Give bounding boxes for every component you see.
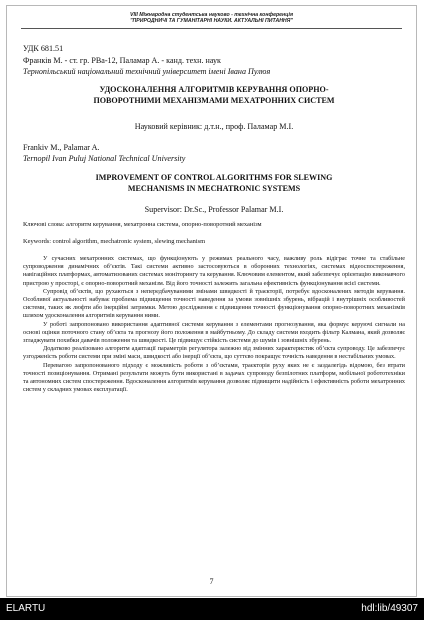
affiliation-uk: Тернопільський національний технічний університет імені Івана Пулюя	[23, 67, 271, 76]
body-paragraph: Супровід об’єктів, що рухаються з непередбачуваними змінами швидкості й траєкторії, потребує вдосконалених методів керування. Особливої актуальності набуває проблема підвищення точності наведення за умови зовнішніх збурень, вібрацій і внутрішніх особливостей системи, таких як люфти або інерційні затримки. Метою дослідження є підвищення точності функціонування опорно-поворотних механізмів шляхом удосконалення алгоритмів керування ними.	[23, 287, 405, 320]
keywords-en: Keywords: control algorithm, mechatronic system, slewing mechanism	[23, 238, 206, 245]
supervisor-uk: Науковий керівник: д.т.н., проф. Паламар М.І.	[134, 122, 294, 131]
conference-header-line1: VIII Міжнародна студентська науково - технічна конференція	[130, 12, 293, 18]
body-paragraph: У роботі запропоновано використання адаптивної системи керування з елементами прогнозування, яка формує керуючі сигнали на основі оцінки поточного стану об’єкта та прогнозу його положення в майбутньому. До складу системи входить фільтр Калмана, який дозволяє згладжувати похибки давачів положення та швидкості. Це підвищує стійкість системи до шумів і зовнішніх збурень.	[23, 320, 405, 345]
body-paragraph: Додатково реалізовано алгоритм адаптації параметрів регулятора залежно від змінних характеристик об’єкта супроводу. Це забезпечує узгодженість роботи системи при зміні маси, швидкості або інерції об’єкта, що суттєво покращує точність наведення в нестабільних умовах.	[23, 345, 405, 361]
conference-header-line2: "ПРИРОДНИЧІ ТА ГУМАНІТАРНІ НАУКИ. АКТУАЛЬНІ ПИТАННЯ"	[130, 18, 293, 25]
keywords-uk: Ключові слова: алгоритм керування, мехатронна система, опорно-поворотний механізм	[23, 221, 262, 228]
page-number: 7	[209, 577, 214, 586]
footer-bar	[0, 598, 424, 620]
body-paragraph: Перевагою запропонованого підходу є можливість роботи з об’єктами, траєкторія руху яких не є заздалегідь відомою, без втрати точності позиціонування. Отримані результати можуть бути використані в задачах супроводу безпілотних платформ, мобільної робототехніки та автономних систем спостереження. Вдосконалення алгоритмів керування дозволяє підвищити надійність і ефективність роботи мехатронних систем у складних умовах експлуатації.	[23, 361, 405, 394]
footer-repository-label: ELARTU	[6, 603, 46, 614]
article-body	[23, 255, 405, 394]
title-en-line1: IMPROVEMENT OF CONTROL ALGORITHMS FOR SLEWING	[95, 173, 333, 182]
authors-uk: Франків М. - ст. гр. РВа-12, Паламар А. - канд. техн. наук	[23, 56, 221, 65]
title-uk-line1: УДОСКОНАЛЕННЯ АЛГОРИТМІВ КЕРУВАННЯ ОПОРНО-	[99, 85, 329, 94]
udc-code: УДК 681.51	[23, 44, 64, 53]
footer-handle-link[interactable]: hdl:lib/49307	[361, 603, 418, 614]
document-page	[6, 5, 417, 597]
conference-header	[7, 12, 416, 24]
header-divider	[21, 28, 402, 29]
body-paragraph: У сучасних мехатронних системах, що функціонують у режимах реального часу, важливу роль відіграє точне та стабільне супроводження динамічних об’єктів. Такі системи активно застосовуються в оборонних технологіях, системах відеоспостереження, навігаційних платформах, автоматизованих системах моніторингу та керування. Ключовим елементом, який забезпечує орієнтацію виконавчого пристрою у просторі, є опорно-поворотний механізм. Від його точності залежить загальна ефективність функціонування всієї системи.	[23, 255, 405, 287]
affiliation-en: Ternopil Ivan Puluj National Technical University	[23, 154, 186, 163]
authors-en: Frankiv M., Palamar A.	[23, 143, 100, 152]
supervisor-en: Supervisor: Dr.Sc., Professor Palamar M.I.	[144, 205, 284, 214]
title-uk-line2: ПОВОРОТНИМИ МЕХАНІЗМАМИ МЕХАТРОННИХ СИСТЕМ	[93, 96, 335, 105]
title-en-line2: MECHANISMS IN MECHATRONIC SYSTEMS	[127, 184, 301, 193]
